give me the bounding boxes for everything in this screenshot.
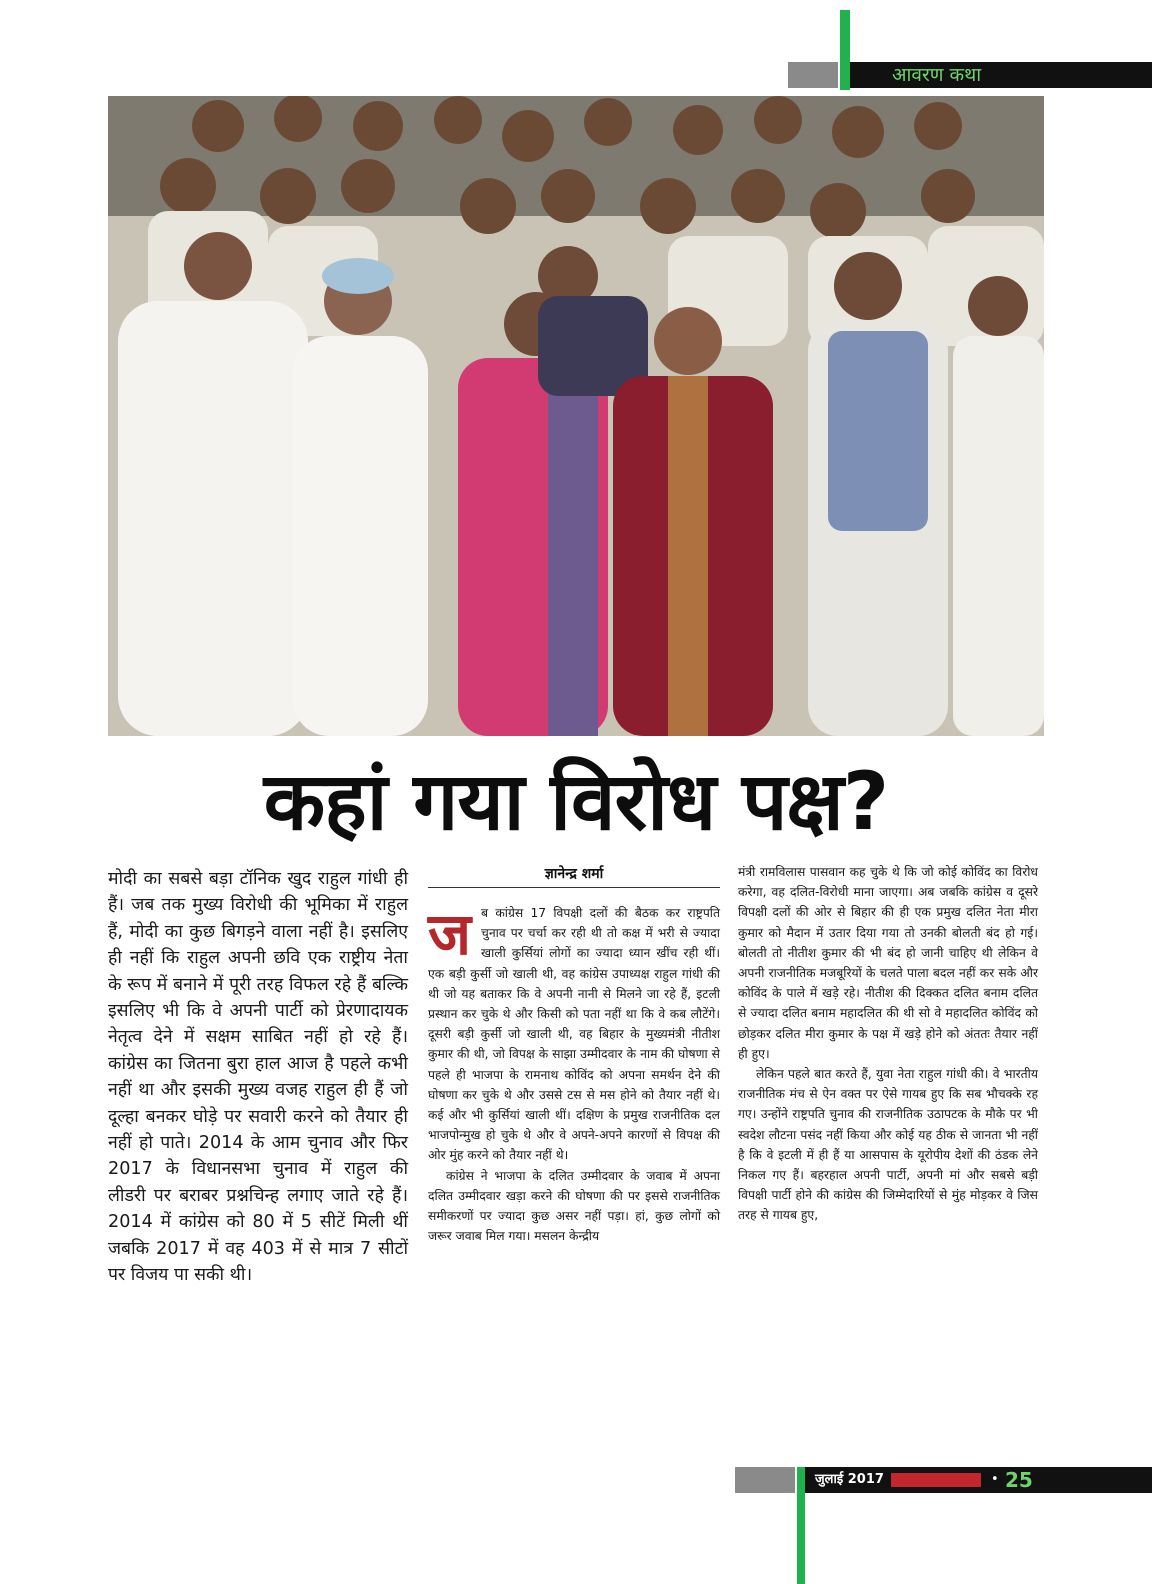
footer-gray-block (735, 1467, 795, 1493)
body-column-2 (428, 900, 720, 1246)
intro-column: मोदी का सबसे बड़ा टॉनिक खुद राहुल गांधी ही हैं। जब तक मुख्य विरोधी की भूमिका में राहुल हैं, मोदी का कुछ बिगड़ने वाला नहीं है। इसलिए ही नहीं कि राहुल अपनी छवि एक राष्ट्रीय नेता के रूप में बनाने में पूरी तरह विफल रहे हैं बल्कि इसलिए भी कि वे अपनी पार्टी को प्रेरणादायक नेतृत्व देने में सक्षम साबित नहीं हो रहे हैं। कांग्रेस का जितना बुरा हाल आज है पहले कभी नहीं था और इसकी मुख्य वजह राहुल ही हैं जो दूल्हा बनकर घोड़े पर सवारी करने को तैयार ही नहीं हो पाते। 2014 के आम चुनाव और फिर 2017 के विधानसभा चुनाव में राहुल की लीडरी पर बराबर प्रश्नचिन्ह लगाए जाते रहे हैं। 2014 में कांग्रेस को 80 में 5 सीटें मिली थीं जबकि 2017 में वह 403 में से मात्र 7 सीटों पर विजय पा सकी थी। (108, 869, 408, 1286)
page-number: 25 (1005, 1468, 1033, 1492)
section-label: आवरण कथा (850, 62, 1152, 88)
footer-green-rule (797, 1467, 805, 1584)
body-column-3 (738, 862, 1038, 1226)
paragraph-text: ब कांग्रेस 17 विपक्षी दलों की बैठक कर राष्ट्रपति चुनाव पर चर्चा कर रही थी तो कक्ष में भरी से ज्यादा खाली कुर्सियां लोगों का ज्यादा ध्यान खींच रही थीं। एक बड़ी कुर्सी जो खाली थी, वह कांग्रेस उपाध्यक्ष राहुल गांधी की थी जो यह बताकर कि वे अपनी नानी से मिलने जा रहे हैं, इटली प्रस्थान कर चुके थे और किसी को पता नहीं था कि वे कब लौटेंगे। दूसरी बड़ी कुर्सी जो खाली थी, वह बिहार के मुख्यमंत्री नीतीश कुमार की थी, जो विपक्ष के साझा उम्मीदवार के नाम की घोषणा से पहले ही भाजपा के रामनाथ कोविंद को अपना समर्थन देने की घोषणा कर चुके थे और उससे टस से मस होने को तैयार नहीं थे। कई और भी कुर्सियां खाली थीं। दक्षिण के प्रमुख राजनीतिक दल भाजपोन्मुख हो चुके थे और वे अपने-अपने कारणों से विपक्ष की ओर मुंह करने को तैयार नहीं थे। (428, 906, 720, 1163)
paragraph: लेकिन पहले बात करते हैं, युवा नेता राहुल गांधी की। वे भारतीय राजनीतिक मंच से ऐन वक्त पर ऐसे गायब हुए कि सब भौचक्के रह गए। उन्होंने राष्ट्रपति चुनाव की राजनीतिक उठापटक के मौके पर भी स्वदेश लौटना पसंद नहीं किया और कोई यह ठीक से जानता भी नहीं है कि वे इटली में ही हैं या आसपास के यूरोपीय देशों की ठंडक लेने निकल गए हैं। बहरहाल अपनी पार्टी, अपनी मां और सबसे बड़ी विपक्षी पार्टी होने की कांग्रेस की जिम्मेदारियों से मुंह मोड़कर वे जिस तरह से गायब हुए, (738, 1067, 1038, 1223)
magazine-logo (891, 1473, 981, 1487)
header-green-rule (840, 10, 850, 90)
cover-photo (108, 96, 1044, 736)
paragraph: कांग्रेस ने भाजपा के दलित उम्मीदवार के जवाब में अपना दलित उम्मीदवार खड़ा करने की घोषणा की पर इससे राजनीतिक समीकरणों पर ज्यादा कुछ असर नहीं पड़ा। हां, कुछ लोगों को जरूर जवाब मिल गया। मसलन केन्द्रीय (428, 1168, 720, 1244)
bullet-separator: • (991, 1472, 999, 1487)
paragraph (428, 900, 720, 1166)
paragraph: मंत्री रामविलास पासवान कह चुके थे कि जो कोई कोविंद का विरोध करेगा, वह दलित-विरोधी माना जाएगा। अब जबकि कांग्रेस व दूसरे विपक्षी दलों की ओर से बिहार की ही एक प्रमुख दलित नेता मीरा कुमार को मैदान में उतार दिया गया तो उनकी बोलती बंद हो गई। बोलती तो नीतीश कुमार की भी बंद हो जानी चाहिए थी लेकिन वे अपनी राजनीतिक मजबूरियों के चलते पाला बदल नहीं कर सके और कोविंद के पाले में खड़े रहे। नीतीश की दिक्कत दलित बनाम दलित से ज्यादा दलित बनाम महादलित की थी सो वे महादलित कोविंद को छोड़कर दलित मीरा कुमार के पक्ष में खड़े होने को अंततः तैयार नहीं ही हुए। (738, 865, 1038, 1061)
byline-rule (428, 887, 720, 888)
header-gray-block (788, 62, 838, 88)
author-byline: ज्ञानेन्द्र शर्मा (544, 866, 604, 882)
group-photo-illustration (108, 96, 1044, 736)
headline: कहां गया विरोध पक्ष? (263, 755, 889, 848)
issue-date: जुलाई 2017 (815, 1472, 884, 1487)
footer-bar (805, 1467, 1152, 1493)
drop-cap: ज (428, 900, 472, 968)
